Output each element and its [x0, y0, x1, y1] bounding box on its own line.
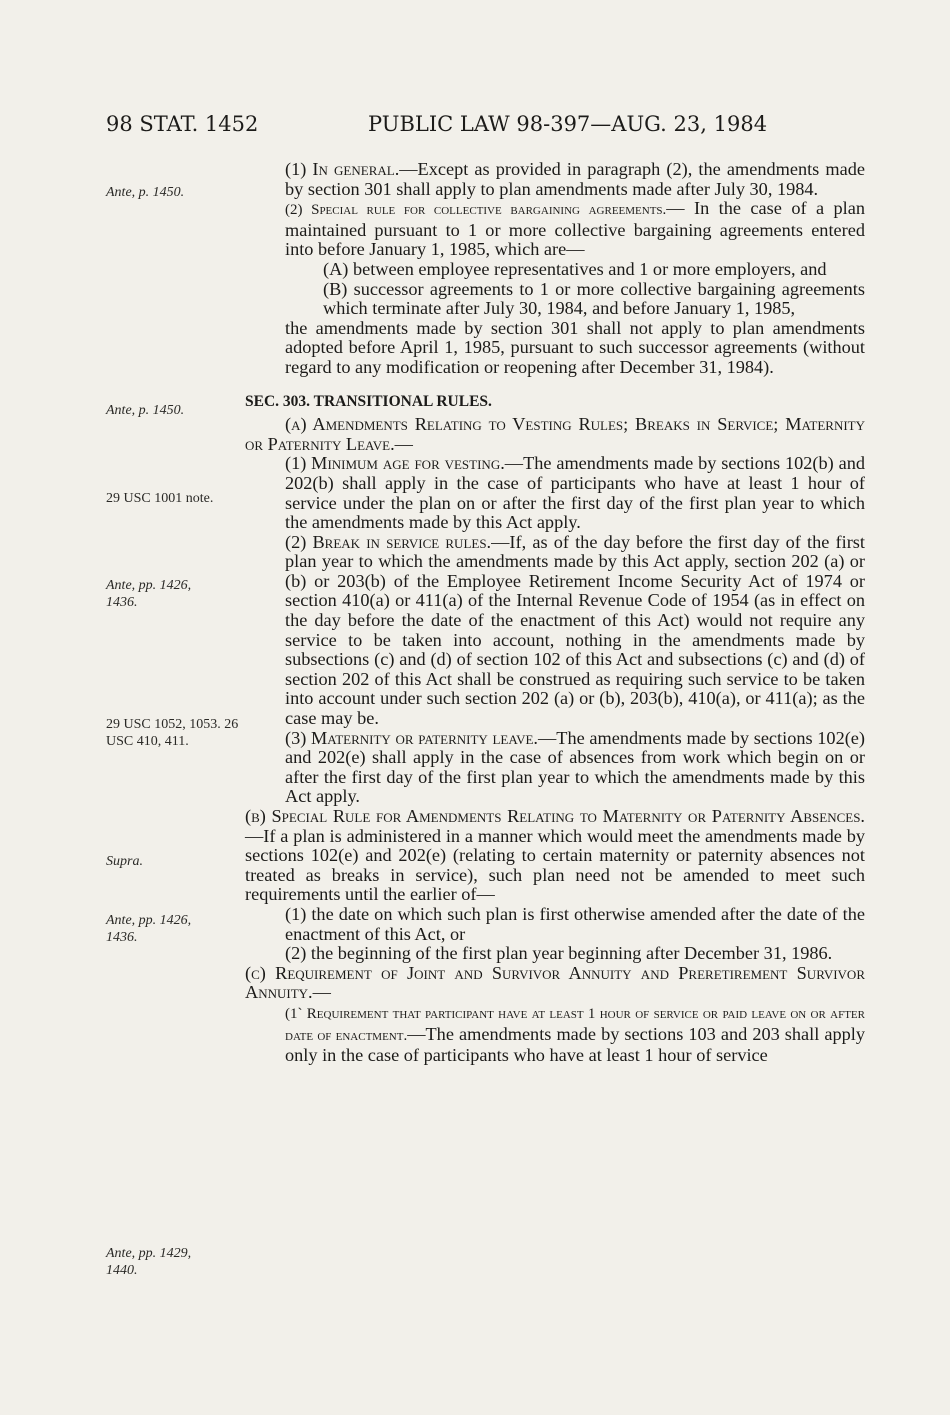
paragraph-heading: (1) In general.: [285, 159, 400, 179]
paragraph-2-tail: the amendments made by section 301 shall not apply to plan amendments adopted before April 1, 1985, pursuant to such successor agreements (without regard to any modification or reopening after December 31, 1984).: [285, 317, 865, 377]
page-number-header: 98 STAT. 1452: [106, 112, 259, 136]
paragraph-c1: [245, 1003, 865, 1066]
subsection-heading: (a) Amendments Relating to Vesting Rules; Breaks in Service; Maternity or Paternity Leave.: [245, 414, 865, 454]
subsection-a-heading: [245, 415, 865, 454]
margin-note: Ante, p. 1450.: [106, 185, 185, 200]
paragraph-heading: (3) Maternity or paternity leave.: [285, 727, 538, 748]
paragraph-text: —The amendments made by sections 103 and 203 shall apply only in the case of participants who have at least 1 hour of service: [285, 1023, 865, 1066]
dash: —: [394, 433, 413, 454]
margin-note: Ante, pp. 1429, 1440.: [106, 1246, 192, 1278]
paragraph-text: —The amendments made by sections 102(e) and 202(e) shall apply in the case of absences from work which begin on or after the first day of the first plan year to which the amendments made by this Act apply.: [285, 727, 865, 807]
margin-note: 29 USC 1052, 1053. 26 USC 410, 411.: [106, 717, 239, 749]
dash: —: [312, 982, 331, 1003]
margin-note: 29 USC 1001 note.: [106, 491, 214, 506]
section-title: SEC. 303. TRANSITIONAL RULES.: [245, 392, 492, 410]
paragraph-heading: (2) Break in service rules.: [285, 531, 492, 552]
paragraph-text: —If, as of the day before the first day of the first plan year to which the amendments made by this Act apply, section 202 (a) or (b) or 203(b) of the Employee Retirement Income Security Act of 1974 or section 410(a) or 411(a) of the Internal Revenue Code of 1954 (as in effect on the day before the date of the enactment of this Act) would not require any service to be taken into account, nothing in the amendments made by subsections (c) and (d) of section 102 of this Act and subsections (c) and (d) of section 202 of this Act shall be construed as requiring such service to be taken into account under such section 202 (a) or (b), 203(b), 410(a), or 411(a); as the case may be.: [285, 531, 865, 729]
paragraph-text: —Except as provided in paragraph (2), the amendments made by section 301 shall apply to plan amendments made after July 30, 1984.: [285, 159, 865, 199]
subparagraph-b: (B) successor agreements to 1 or more collective bargaining agreements which terminate after July 30, 1984, and before January 1, 1985,: [323, 278, 865, 319]
paragraph-text: — In the case of a plan maintained pursuant to 1 or more collective bargaining agreements entered into before January 1, 1985, which are—: [285, 198, 865, 260]
subsection-b: [245, 807, 865, 905]
subsection-heading: (c) Requirement of Joint and Survivor Annuity and Preretirement Survivor Annuity.: [245, 962, 865, 1003]
paragraph-text: —The amendments made by sections 102(b) and 202(b) shall apply in the case of participants who have at least 1 hour of service under the plan on or after the first day of the first plan year to which the amendments made by this Act apply.: [285, 453, 865, 533]
running-header: PUBLIC LAW 98-397—AUG. 23, 1984: [368, 112, 768, 136]
margin-note: Supra.: [106, 854, 143, 869]
margin-note: Ante, p. 1450.: [106, 403, 185, 418]
paragraph-heading: (2) Special rule for collective bargaining agreements.: [285, 202, 667, 219]
subsection-c-heading: [245, 964, 865, 1003]
paragraph-a2: [245, 533, 865, 729]
paragraph-a1: [245, 454, 865, 532]
subsection-text: —If a plan is administered in a manner which would meet the amendments made by sections 102(e) and 202(e) (relating to certain maternity or paternity absences not treated as breaks in service), such plan need not be amended to meet such requirements until the earlier of—: [245, 825, 865, 905]
paragraph-heading: (1) Minimum age for vesting.: [285, 453, 505, 474]
subsection-heading: (b) Special Rule for Amendments Relating to Maternity or Paternity Absences.: [245, 806, 865, 826]
subparagraph-a: (A) between employee representatives and 1 or more employers, and: [323, 258, 827, 279]
paragraph-1: [245, 160, 865, 199]
margin-note: Ante, pp. 1426, 1436.: [106, 578, 192, 610]
margin-note: Ante, pp. 1426, 1436.: [106, 913, 192, 945]
statute-body: [245, 160, 865, 1066]
paragraph-2: [245, 199, 865, 260]
paragraph-a3: [245, 729, 865, 807]
paragraph-b1: (1) the date on which such plan is first otherwise amended after the date of the enactment of this Act, or: [285, 903, 865, 944]
paragraph-heading: (1` Requirement that participant have at least 1 hour of service or paid leave on or after date of enactment.: [285, 1005, 865, 1044]
paragraph-b2: (2) the beginning of the first plan year beginning after December 31, 1986.: [285, 943, 833, 964]
